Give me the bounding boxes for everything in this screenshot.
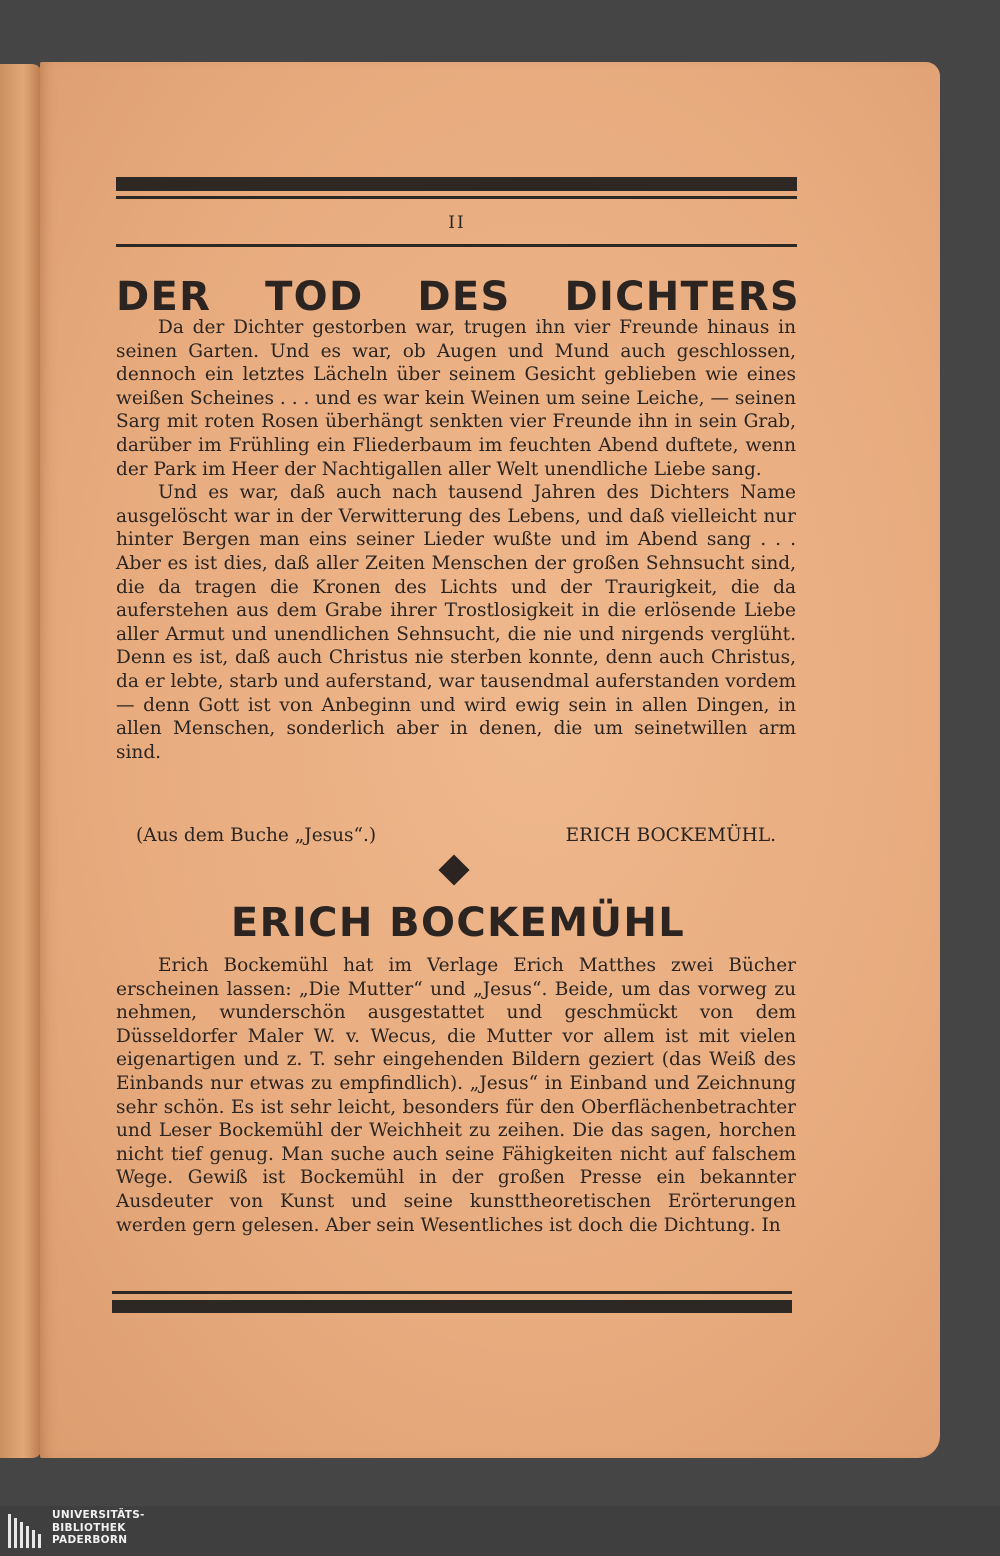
page-number: II	[448, 213, 466, 233]
top-rule-thin	[116, 196, 797, 199]
paragraph: Erich Bockemühl hat im Verlage Erich Matthes zwei Bücher erscheinen lassen: „Die Mutter“ und „Jesus“. Beide, um das vorweg zu nehmen, wunderschön ausgestattet und geschmückt von dem Düsseldorfer Maler W. v. Wecus, die Mutter vor allem ist mit vielen eigenartigen und z. T. sehr eingehenden Bildern geziert (das Weiß des Einbands nur etwas zu empfindlich). „Jesus“ in Einband und Zeichnung sehr schön. Es ist sehr leicht, besonders für den Oberflächenbetrachter und Leser Bockemühl der Weichheit zu zeihen. Die das sagen, horchen nicht tief genug. Man suche auch seine Fähigkeiten nicht auf falschem Wege. Gewiß ist Bockemühl in der großen Presse ein bekannter Ausdeuter von Kunst und seine kunsttheoretischen Erörterungen werden gern gelesen. Aber sein Wesentliches ist doch die Dichtung. In	[116, 955, 796, 1236]
left-page-edge	[0, 64, 42, 1458]
library-name-line: BIBLIOTHEK	[52, 1521, 126, 1534]
library-name	[52, 1509, 145, 1547]
author-signature: ERICH BOCKEMÜHL.	[565, 825, 776, 846]
library-name-line: PADERBORN	[52, 1534, 128, 1546]
library-name-line: UNIVERSITÄTS-	[52, 1509, 145, 1521]
bottom-rule-thin	[112, 1291, 792, 1294]
paragraph: Da der Dichter gestorben war, trugen ihn vier Freunde hinaus in seinen Garten. Und es war, ob Augen und Mund auch geschlossen, dennoch ein letztes Lächeln über seinem Gesicht geblieben wie eines weißen Scheines . . . und es war kein Weinen um seine Leiche, — seinen Sarg mit roten Rosen überhängt senkten vier Freunde ihn in sein Grab, darüber im Frühling ein Fliederbaum im feuchten Abend duftete, wenn der Park im Heer der Nachtigallen aller Welt unendliche Liebe sang.	[116, 317, 796, 480]
bottom-rule-thick	[112, 1300, 792, 1313]
section-title-tod-des-dichters: DER TOD DES DICHTERS	[116, 274, 800, 320]
section-body-erich-bockemuehl	[116, 954, 796, 1237]
library-footer-band	[0, 1506, 1000, 1556]
header-rule	[116, 244, 797, 247]
section-body-tod-des-dichters	[116, 316, 796, 764]
paragraph: Und es war, daß auch nach tausend Jahren des Dichters Name ausgelöscht war in der Verwitterung des Lebens, und daß vielleicht nur hinter Bergen man eins seiner Lieder wußte und im Abend sang . . . Aber es ist dies, daß aller Zeiten Menschen der großen Sehnsucht sind, die da tragen die Kronen des Lichts und der Traurigkeit, die da auferstehen aus dem Grabe ihrer Trostlosigkeit in die erlösende Liebe aller Armut und unendlichen Sehnsucht, die nie und nirgends verglüht. Denn es ist, daß auch Christus nie sterben konnte, denn auch Christus, da er lebte, starb und auferstand, war tausendmal auferstanden vordem — denn Gott ist von Anbeginn und wird ewig sein in allen Dingen, in allen Menschen, sonderlich aber in denen, die um seinetwillen arm sind.	[116, 482, 796, 763]
section-title-erich-bockemuehl: ERICH BOCKEMÜHL	[230, 900, 686, 946]
library-logo-icon	[6, 1512, 44, 1550]
top-rule-thick	[116, 177, 797, 191]
source-attribution	[136, 825, 776, 846]
diamond-ornament-icon	[438, 854, 469, 885]
source-citation: (Aus dem Buche „Jesus“.)	[136, 825, 377, 846]
book-page	[40, 62, 940, 1458]
